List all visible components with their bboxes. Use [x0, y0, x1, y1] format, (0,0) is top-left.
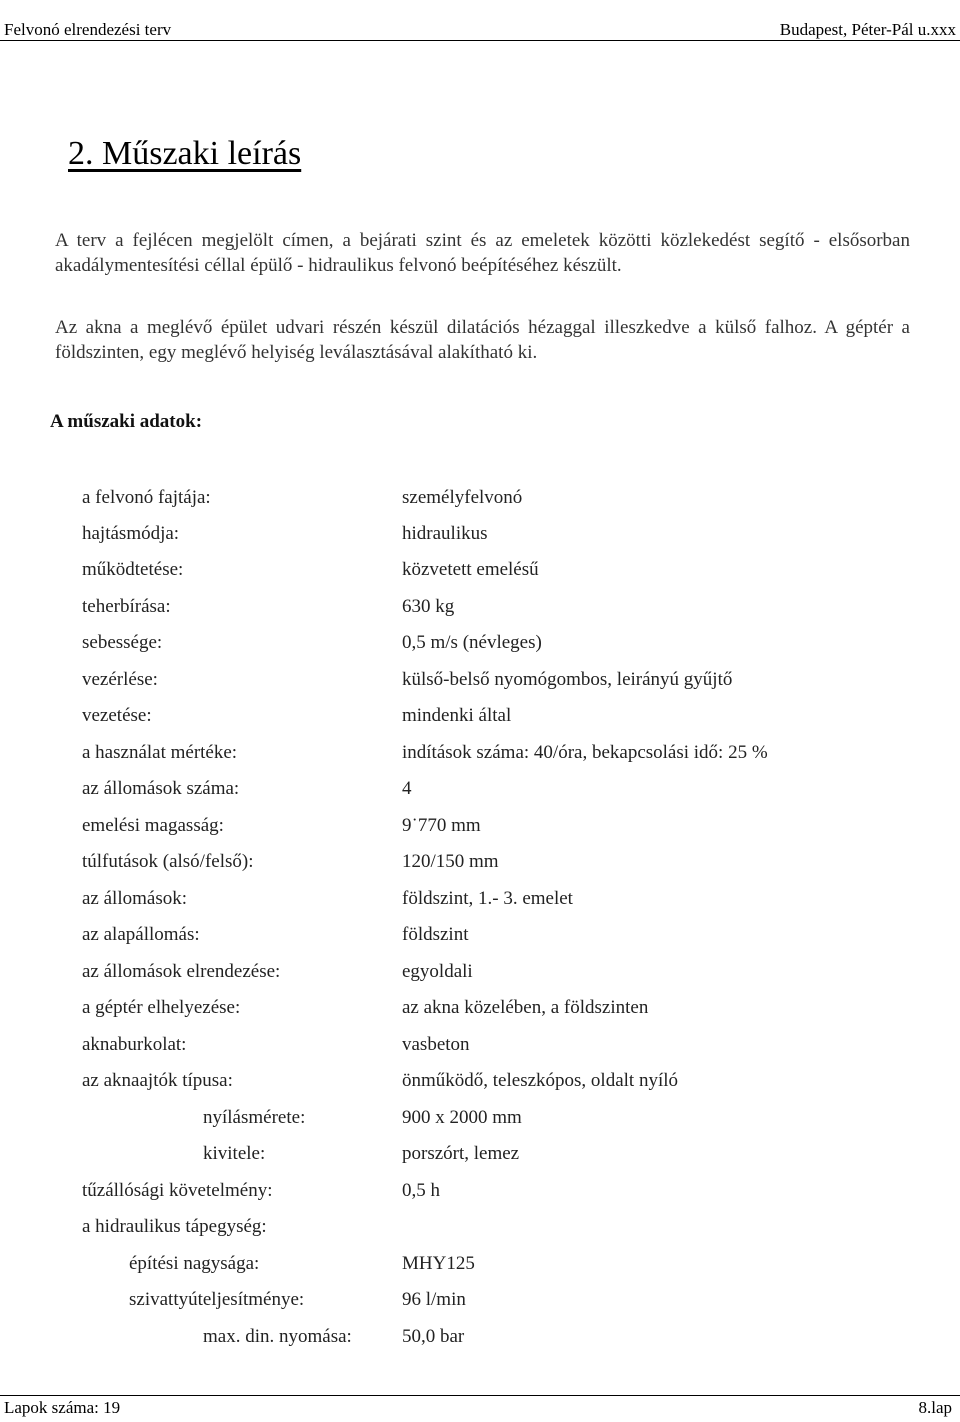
- spec-label: max. din. nyomása:: [203, 1326, 352, 1347]
- spec-value: 50,0 bar: [402, 1326, 465, 1347]
- spec-value: MHY125: [402, 1253, 475, 1274]
- spec-value: hidraulikus: [402, 523, 488, 544]
- spec-value: 630 kg: [402, 596, 455, 617]
- spec-value: földszint, 1.- 3. emelet: [402, 888, 573, 909]
- spec-label: az aknaajtók típusa:: [82, 1070, 233, 1091]
- location-paragraph: Az akna a meglévő épület udvari részén készül dilatációs hézaggal illeszkedve a külső falhoz. A géptér a földszinten, egy meglévő helyiség leválasztásával alakítható ki.: [55, 317, 910, 363]
- spec-label: nyílásmérete:: [203, 1107, 306, 1128]
- page-count: Lapok száma: 19: [4, 1398, 121, 1417]
- spec-value: 120/150 mm: [402, 851, 499, 872]
- spec-value: porszórt, lemez: [402, 1143, 520, 1164]
- spec-label: tűzállósági követelmény:: [82, 1180, 273, 1201]
- spec-value: közvetett emelésű: [402, 559, 539, 580]
- page-header: [0, 0, 960, 41]
- spec-value: 4: [402, 778, 412, 799]
- spec-label: teherbírása:: [82, 596, 171, 617]
- spec-value: vasbeton: [402, 1034, 470, 1055]
- spec-label: az alapállomás:: [82, 924, 200, 945]
- spec-label: emelési magasság:: [82, 815, 224, 836]
- spec-value: külső-belső nyomógombos, leirányú gyűjtő: [402, 669, 733, 690]
- spec-value: 0,5 h: [402, 1180, 440, 1201]
- spec-label: építési nagysága:: [129, 1253, 260, 1274]
- spec-label: aknaburkolat:: [82, 1034, 187, 1055]
- spec-label: az állomások:: [82, 888, 187, 909]
- spec-label: a hidraulikus tápegység:: [82, 1216, 267, 1237]
- header-document-title: Felvonó elrendezési terv: [4, 20, 172, 39]
- spec-value: önműködő, teleszkópos, oldalt nyíló: [402, 1070, 679, 1091]
- spec-value: mindenki által: [402, 705, 512, 726]
- technical-data-heading: A műszaki adatok:: [50, 411, 203, 432]
- spec-label: a felvonó fajtája:: [82, 487, 211, 508]
- spec-label: működtetése:: [82, 559, 184, 580]
- spec-value: 96 l/min: [402, 1289, 466, 1310]
- spec-label: vezérlése:: [82, 669, 158, 690]
- spec-label: hajtásmódja:: [82, 523, 180, 544]
- spec-label: szivattyúteljesítménye:: [129, 1289, 305, 1310]
- intro-paragraph: A terv a fejlécen megjelölt címen, a bejárati szint és az emeletek közötti közlekedést segítő - elsősorban akadálymentesítési céllal épülő - hidraulikus felvonó beépítéséhez készült.: [55, 230, 910, 276]
- header-address: Budapest, Péter-Pál u.xxx: [779, 20, 956, 39]
- spec-label: vezetése:: [82, 705, 152, 726]
- page-footer: [0, 1395, 960, 1422]
- spec-value: egyoldali: [402, 961, 473, 982]
- spec-label: az állomások száma:: [82, 778, 240, 799]
- spec-value: az akna közelében, a földszinten: [402, 997, 649, 1018]
- spec-label: kivitele:: [203, 1143, 266, 1164]
- spec-value: 900 x 2000 mm: [402, 1107, 522, 1128]
- spec-label: az állomások elrendezése:: [82, 961, 281, 982]
- spec-value: személyfelvonó: [402, 487, 523, 508]
- spec-label: túlfutások (alsó/felső):: [82, 851, 254, 872]
- spec-value: földszint: [402, 924, 469, 945]
- spec-label: a géptér elhelyezése:: [82, 997, 241, 1018]
- spec-value: 9˙770 mm: [402, 815, 481, 836]
- spec-label: sebessége:: [82, 632, 163, 653]
- spec-value: indítások száma: 40/óra, bekapcsolási idő: 25 %: [402, 742, 768, 763]
- spec-label: a használat mértéke:: [82, 742, 238, 763]
- spec-value: 0,5 m/s (névleges): [402, 632, 542, 653]
- section-title: 2. Műszaki leírás: [68, 135, 302, 172]
- page-number: 8.lap: [918, 1398, 952, 1417]
